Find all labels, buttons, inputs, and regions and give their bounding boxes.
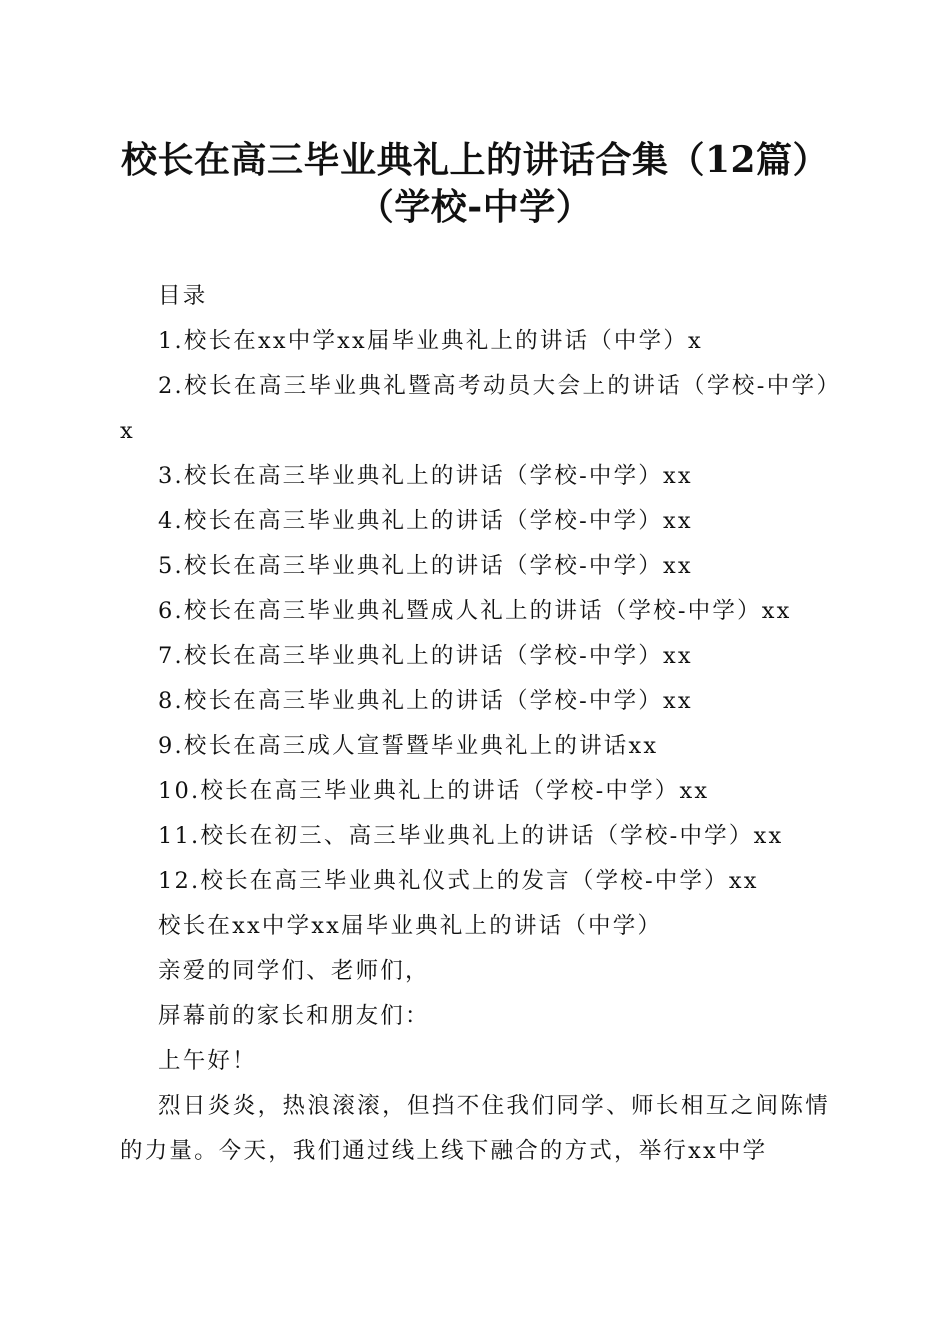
toc-item-8[interactable]: 8.校长在高三毕业典礼上的讲话（学校-中学）xx [158, 688, 693, 714]
salutation-line1: 亲爱的同学们、老师们， [158, 958, 430, 984]
toc-item-10[interactable]: 10.校长在高三毕业典礼上的讲话（学校-中学）xx [158, 778, 710, 804]
toc-item-12[interactable]: 12.校长在高三毕业典礼仪式上的发言（学校-中学）xx [158, 868, 759, 894]
document-title-line1: 校长在高三毕业典礼上的讲话合集（12篇） [120, 139, 830, 181]
salutation-line2: 屏幕前的家长和朋友们： [158, 1003, 430, 1029]
toc-item-2[interactable]: 2.校长在高三毕业典礼暨高考动员大会上的讲话（学校-中学）x [120, 373, 830, 444]
toc-item-1[interactable]: 1.校长在xx中学xx届毕业典礼上的讲话（中学）x [158, 328, 703, 354]
body-paragraph-1: 烈日炎炎，热浪滚滚，但挡不住我们同学、师长相互之间陈情的力量。今天，我们通过线上线下融合的方式，举行xx中学 [120, 1093, 830, 1164]
toc-item-5[interactable]: 5.校长在高三毕业典礼上的讲话（学校-中学）xx [158, 553, 693, 579]
toc-heading: 目录 [158, 283, 208, 309]
toc-item-9[interactable]: 9.校长在高三成人宣誓暨毕业典礼上的讲话xx [158, 733, 659, 759]
greeting: 上午好！ [158, 1048, 257, 1074]
document-title-line2: （学校-中学） [357, 186, 593, 228]
toc-item-4[interactable]: 4.校长在高三毕业典礼上的讲话（学校-中学）xx [158, 508, 693, 534]
toc-item-7[interactable]: 7.校长在高三毕业典礼上的讲话（学校-中学）xx [158, 643, 693, 669]
document-body [120, 274, 830, 1174]
toc-item-3[interactable]: 3.校长在高三毕业典礼上的讲话（学校-中学）xx [158, 463, 693, 489]
toc-item-11[interactable]: 11.校长在初三、高三毕业典礼上的讲话（学校-中学）xx [158, 823, 784, 849]
toc-item-6[interactable]: 6.校长在高三毕业典礼暨成人礼上的讲话（学校-中学）xx [158, 598, 792, 624]
section-title: 校长在xx中学xx届毕业典礼上的讲话（中学） [158, 913, 663, 939]
